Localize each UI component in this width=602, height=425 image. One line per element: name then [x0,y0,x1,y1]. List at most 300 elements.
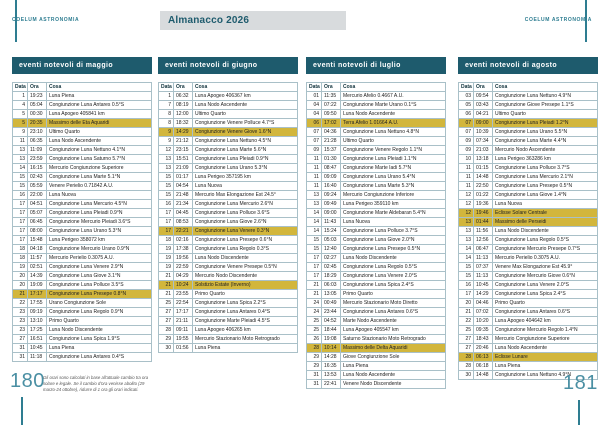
event-row [307,362,446,371]
event-date: 15 [459,263,474,272]
event-date: 1 [159,92,174,101]
event-date: 1 [13,92,28,101]
event-time: 14:28 [322,353,341,362]
event-date: 7 [159,101,174,110]
event-row [459,308,598,317]
event-time: 12:56 [474,236,493,245]
event-date: 9 [159,128,174,137]
event-row [307,272,446,281]
event-row [13,146,152,155]
event-description: Luna Nodo Ascendente [193,101,298,110]
event-date: 19 [159,263,174,272]
event-date: 30 [459,371,474,380]
event-time: 16:35 [322,362,341,371]
event-description: Congiunzione Luna Giove 3.1°N [47,272,152,281]
event-description: Congiunzione Luna Antares 0.6°S [493,308,598,317]
event-date: 11 [459,173,474,182]
event-row [459,137,598,146]
event-time: 13:53 [322,371,341,380]
event-row [307,263,446,272]
event-description: Congiunzione Luna Polluce 3.6°S [193,209,298,218]
event-time: 10:39 [474,128,493,137]
event-row [159,317,298,326]
event-date: 03 [459,92,474,101]
event-date: 14 [307,209,322,218]
event-row [459,317,598,326]
event-time: 11:35 [322,92,341,101]
event-date: 13 [307,200,322,209]
event-row [307,182,446,191]
event-time: 01:56 [174,344,193,353]
event-time: 22:50 [474,182,493,191]
event-date: 21 [159,281,174,290]
event-description: Luna Piena [341,362,446,371]
event-description: Congiunzione Venere Giove 1.6°N [193,128,298,137]
event-time: 18:44 [322,326,341,335]
event-description: Congiunzione Luna Spica 2.2°S [193,299,298,308]
event-description: Ultimo Quarto [193,110,298,119]
event-row [159,137,298,146]
event-date: 27 [459,344,474,353]
event-description: Congiunzione Luna Giove 1.4°N [493,191,598,200]
event-row [13,209,152,218]
event-description: Luna Perigeo 359110 km [341,200,446,209]
event-row [13,236,152,245]
event-date: 25 [307,317,322,326]
column-header: Ora [474,83,493,92]
event-description: Congiunzione Luna Nettuno 4.1°N [47,146,152,155]
event-date: 04 [307,110,322,119]
event-description: Giove Congiunzione Sole [341,353,446,362]
event-date: 18 [13,254,28,263]
event-time: 09:54 [474,92,493,101]
event-description: Massimo delle Eta Aquaridi [47,119,152,128]
event-description: Congiunzione Luna Polluce 3.7°S [341,227,446,236]
event-date: 09 [459,137,474,146]
event-description: Luna Nuova [193,182,298,191]
event-time: 13:10 [28,317,47,326]
event-time: 11:57 [28,254,47,263]
month-header-agosto: eventi notevoli di agosto [458,57,598,74]
events-table-luglio [306,82,446,389]
event-time: 02:43 [28,173,47,182]
event-time: 17:55 [28,299,47,308]
event-time: 19:36 [474,200,493,209]
event-time: 11:43 [322,218,341,227]
event-description: Congiunzione Luna Marte 5.3°N [341,182,446,191]
event-row [13,137,152,146]
event-date: 25 [159,299,174,308]
event-time: 08:47 [322,164,341,173]
event-row [307,290,446,299]
month-header-maggio: eventi notevoli di maggio [12,57,152,74]
event-description: Luna Nodo Ascendente [47,137,152,146]
event-description: Luna Perigeo 363286 km [493,155,598,164]
event-description: Luna Nodo Ascendente [341,371,446,380]
event-time: 00:30 [28,110,47,119]
event-row [307,308,446,317]
event-description: Primo Quarto [341,290,446,299]
event-row [13,335,152,344]
event-row [459,191,598,200]
event-row [307,92,446,101]
event-row [159,308,298,317]
event-date: 17 [159,209,174,218]
event-row [159,155,298,164]
event-description: Mercurio Stazionario Moto Retrogrado [193,335,298,344]
event-description: Congiunzione Luna Antares 0.4°S [47,353,152,362]
event-time: 08:00 [28,227,47,236]
event-time: 04:29 [174,272,193,281]
event-description: Congiunzione Luna Regolo 0.3°S [193,245,298,254]
event-description: Mercurio Stazionario Moto Diretto [341,299,446,308]
column-header: Ora [28,83,47,92]
event-time: 19:56 [174,254,193,263]
event-time: 03:43 [474,101,493,110]
event-row [13,92,152,101]
column-header: Cosa [341,83,446,92]
event-date: 11 [459,164,474,173]
event-date: 20 [13,272,28,281]
event-time: 09:09 [322,173,341,182]
event-time: 17:02 [322,119,341,128]
event-date: 28 [159,326,174,335]
event-time: 17:38 [174,245,193,254]
event-time: 04:45 [174,209,193,218]
event-date: 17 [459,290,474,299]
event-row [159,110,298,119]
event-row [307,326,446,335]
event-row [13,344,152,353]
event-description: Luna Apogeo 406265 km [193,326,298,335]
event-time: 22:21 [174,227,193,236]
event-time: 14:48 [474,371,493,380]
column-header-row [159,83,298,92]
event-time: 10:20 [474,317,493,326]
event-time: 01:17 [174,173,193,182]
event-date: 5 [13,110,28,119]
column-header: Ora [174,83,193,92]
event-description: Congiunzione Luna Giove 2.0°N [341,236,446,245]
event-date: 15 [13,173,28,182]
month-column-agosto [458,57,598,380]
event-description: Massimo delle Perseidi [493,218,598,227]
event-date: 28 [307,344,322,353]
event-row [13,263,152,272]
event-row [459,344,598,353]
event-row [307,353,446,362]
event-date: 9 [159,137,174,146]
event-description: Congiunzione Luna Pleiadi 0.9°N [47,209,152,218]
event-time: 05:04 [28,101,47,110]
event-description: Primo Quarto [493,299,598,308]
event-time: 23:15 [174,146,193,155]
event-row [159,146,298,155]
event-description: Luna Piena [193,344,298,353]
event-date: 11 [459,182,474,191]
event-row [13,299,152,308]
event-row [159,335,298,344]
event-row [159,245,298,254]
event-row [13,272,152,281]
event-description: Luna Piena [47,344,152,353]
event-row [307,119,446,128]
event-date: 12 [459,191,474,200]
event-date: 17 [307,263,322,272]
month-header-giugno: eventi notevoli di giugno [158,57,298,74]
event-time: 19:08 [322,335,341,344]
event-description: Congiunzione Luna Presepe 0.5°N [341,245,446,254]
event-time: 18:32 [174,119,193,128]
event-description: Congiunzione Mercurio Urano 0.9°N [47,245,152,254]
event-date: 31 [13,344,28,353]
event-row [307,335,446,344]
event-time: 22:00 [28,191,47,200]
event-description: Congiunzione Luna Giove 2.6°N [193,218,298,227]
event-row [307,137,446,146]
column-header: Ora [322,83,341,92]
event-date: 19 [159,254,174,263]
month-column-luglio [306,57,446,389]
event-description: Congiunzione Luna Mercurio 2.1°N [493,173,598,182]
event-description: Congiunzione Luna Marte 5.1°N [47,173,152,182]
event-description: Luna Nodo Discendente [47,326,152,335]
events-table-giugno [158,82,298,353]
event-description: Congiunzione Luna Nettuno 4.9°N [493,92,598,101]
event-row [13,110,152,119]
event-time: 13:05 [322,290,341,299]
event-date: 23 [13,317,28,326]
event-time: 20:35 [28,119,47,128]
event-time: 21:09 [174,164,193,173]
event-description: Congiunzione Luna Urano 5.3°N [47,227,152,236]
column-header-row [307,83,446,92]
event-row [13,101,152,110]
event-description: Eclisse Lunare [493,353,598,362]
event-description: Congiunzione Luna Saturno 5.7°N [47,155,152,164]
event-row [13,119,152,128]
event-date: 05 [459,101,474,110]
event-description: Congiunzione Luna Pleiadi 0.9°N [193,155,298,164]
event-time: 04:51 [28,200,47,209]
event-description: Congiunzione Luna Spica 2.4°S [341,281,446,290]
event-date: 31 [307,380,322,389]
event-date: 4 [13,101,28,110]
event-time: 14:48 [474,173,493,182]
event-row [307,317,446,326]
event-date: 11 [307,182,322,191]
event-row [159,101,298,110]
event-row [459,146,598,155]
event-row [307,191,446,200]
event-date: 14 [13,164,28,173]
event-date: 24 [307,299,322,308]
event-description: Venere Nodo Discendente [341,380,446,389]
event-row [459,263,598,272]
event-row [459,200,598,209]
event-date: 25 [459,326,474,335]
event-time: 14:39 [28,272,47,281]
event-time: 01:44 [474,218,493,227]
event-description: Luna Apogeo 404642 km [493,317,598,326]
event-date: 12 [159,146,174,155]
event-date: 11 [307,155,322,164]
event-description: Congiunzione Luna Mercurio 2.6°N [193,200,298,209]
event-date: 21 [459,308,474,317]
event-row [159,326,298,335]
events-table-agosto [458,82,598,380]
event-time: 22:41 [322,380,341,389]
footnote: Gli orari sono calcolati in base all'attuale cambio tra ora solare e legale. Se il cambio d'ora venisse abolito (29 marzo-24 ottobre), ridurre di 1 ora gli orari indicati. [43,375,149,392]
event-description: Congiunzione Marte Urano 0.1°S [341,101,446,110]
event-description: Mercurio Perielio 0.3075 A.U. [493,254,598,263]
event-time: 12:40 [322,245,341,254]
event-description: Congiunzione Luna Venere 2.0°S [493,281,598,290]
event-row [159,344,298,353]
left-bottom-divider-line [21,397,23,425]
event-description: Congiunzione Luna Pleiadi 1.1°N [341,155,446,164]
event-date: 17 [13,236,28,245]
event-row [307,281,446,290]
event-description: Luna Nodo Discendente [493,227,598,236]
event-time: 04:52 [322,317,341,326]
event-time: 18:29 [322,272,341,281]
event-row [307,128,446,137]
event-time: 06:18 [474,362,493,371]
event-time: 06:32 [174,92,193,101]
event-date: 29 [307,353,322,362]
event-description: Congiunzione Luna Nettuno 4.8°N [341,128,446,137]
event-time: 04:36 [322,128,341,137]
event-time: 19:09 [28,281,47,290]
column-header: Cosa [193,83,298,92]
event-row [159,218,298,227]
event-date: 31 [13,353,28,362]
event-time: 09:49 [322,200,341,209]
event-description: Mercurio Perielio 0.3075 A.U. [47,254,152,263]
event-date: 13 [459,227,474,236]
event-row [307,155,446,164]
event-row [307,218,446,227]
event-row [13,290,152,299]
month-header-luglio: eventi notevoli di luglio [306,57,446,74]
event-row [13,308,152,317]
event-time: 09:35 [474,326,493,335]
event-date: 13 [459,218,474,227]
event-description: Congiunzione Luna Spica 1.9°S [47,335,152,344]
event-date: 16 [459,281,474,290]
event-row [459,335,598,344]
event-date: 27 [159,317,174,326]
event-description: Congiunzione Luna Presepe 0.8°N [47,290,152,299]
event-description: Congiunzione Luna Antares 0.4°S [193,308,298,317]
event-time: 22:59 [174,263,193,272]
event-time: 00:49 [322,299,341,308]
event-time: 17:17 [28,290,47,299]
event-description: Congiunzione Luna Presepe 0.6°N [193,236,298,245]
event-row [459,182,598,191]
event-description: Luna Nodo Ascendente [493,344,598,353]
event-time: 11:09 [28,146,47,155]
event-time: 02:16 [174,236,193,245]
event-description: Ultimo Quarto [341,137,446,146]
event-date: 20 [459,299,474,308]
event-row [13,326,152,335]
event-description: Luna Nuova [47,191,152,200]
event-row [13,281,152,290]
event-date: 21 [13,290,28,299]
event-description: Saturno Stazionario Moto Retrogrado [341,335,446,344]
event-date: 15 [159,191,174,200]
column-header: Data [307,83,322,92]
event-date: 30 [159,344,174,353]
event-row [459,272,598,281]
column-header-row [13,83,152,92]
event-date: 11 [307,164,322,173]
event-row [13,254,152,263]
event-row [13,218,152,227]
event-description: Luna Perigeo 357195 km [193,173,298,182]
event-row [307,200,446,209]
event-date: 13 [307,191,322,200]
event-date: 13 [159,164,174,173]
column-header: Data [159,83,174,92]
event-time: 14:29 [474,290,493,299]
event-time: 22:54 [174,299,193,308]
event-time: 04:21 [474,110,493,119]
event-time: 19:55 [174,335,193,344]
event-time: 14:29 [174,128,193,137]
event-description: Luna Nodo Discendente [193,254,298,263]
event-date: 8 [159,119,174,128]
page-number-right: 181 [563,372,598,394]
event-description: Marte Nodo Ascendente [341,317,446,326]
event-date: 28 [459,362,474,371]
event-time: 20:46 [474,344,493,353]
event-description: Luna Piena [493,362,598,371]
event-time: 15:24 [322,227,341,236]
column-header-row [459,83,598,92]
event-description: Luna Nodo Discendente [341,254,446,263]
event-row [159,182,298,191]
event-date: 29 [159,335,174,344]
event-time: 02:51 [28,263,47,272]
event-time: 09:11 [174,326,193,335]
event-row [159,164,298,173]
event-time: 05:07 [28,209,47,218]
event-time: 21:11 [174,317,193,326]
event-date: 17 [307,272,322,281]
event-description: Congiunzione Luna Urano 5.5°N [493,128,598,137]
event-time: 15:51 [174,155,193,164]
event-row [159,236,298,245]
event-time: 10:24 [174,281,193,290]
event-time: 11:18 [28,353,47,362]
column-header: Cosa [47,83,152,92]
event-time: 07:02 [474,308,493,317]
event-date: 15 [307,245,322,254]
event-date: 18 [13,245,28,254]
event-date: 15 [459,272,474,281]
event-time: 16:15 [28,164,47,173]
event-time: 09:24 [322,191,341,200]
event-time: 11:13 [474,254,493,263]
event-description: Luna Nuova [341,218,446,227]
event-row [459,227,598,236]
event-time: 18:43 [474,335,493,344]
event-description: Congiunzione Mercurio Giove 0.6°N [493,272,598,281]
event-date: 19 [159,245,174,254]
